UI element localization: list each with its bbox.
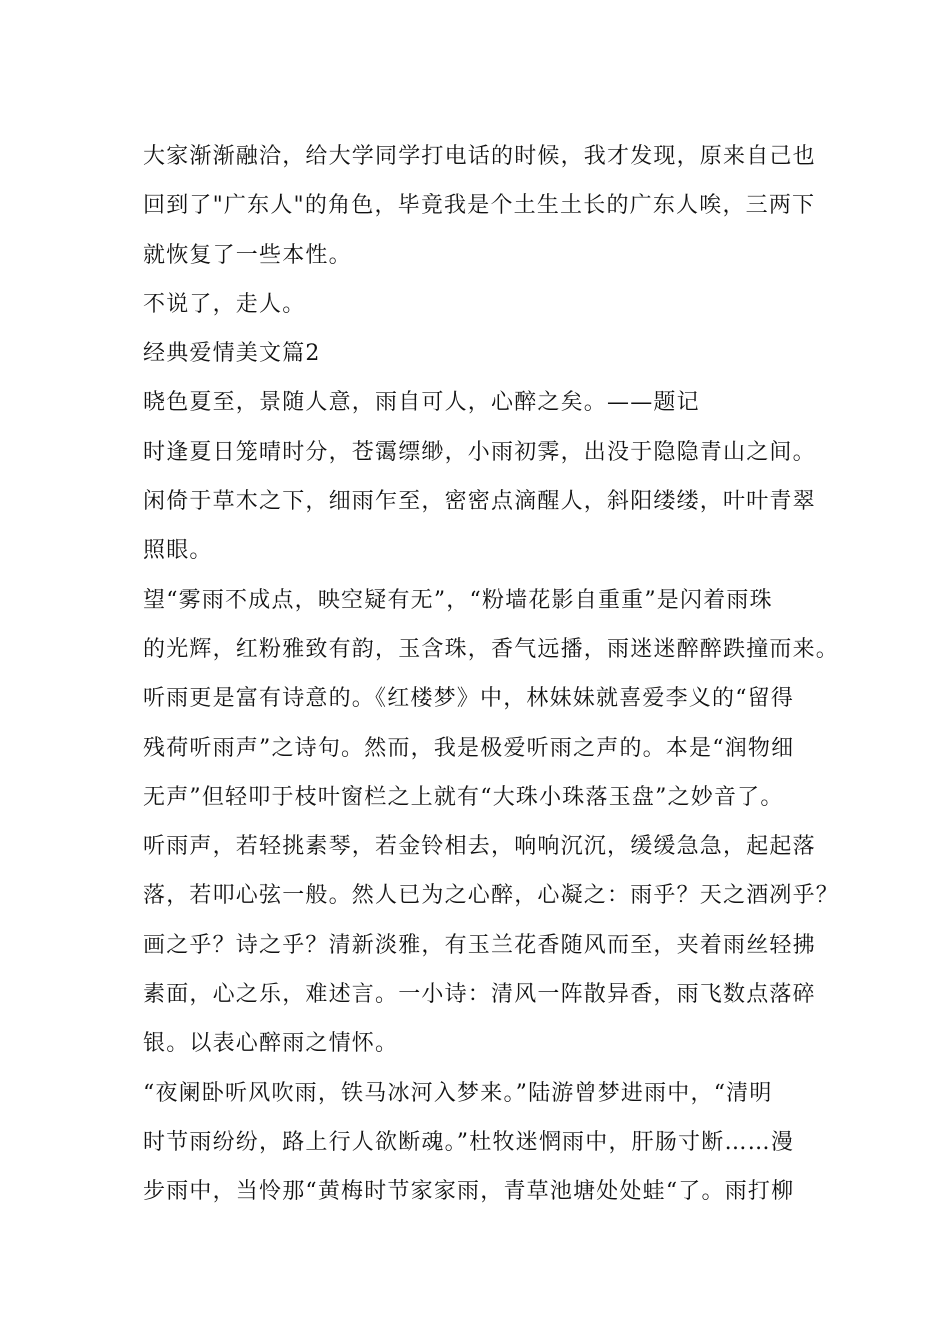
- text-line: 听雨更是富有诗意的。《红楼梦》中，林妹妹就喜爱李义的“留得: [143, 686, 795, 712]
- text-line: 残荷听雨声”之诗句。然而，我是极爱听雨之声的。本是“润物细: [143, 735, 795, 761]
- text-line: 时节雨纷纷，路上行人欲断魂。”杜牧迷惘雨中，肝肠寸断……漫: [143, 1129, 795, 1155]
- text-line: 无声”但轻叩于枝叶窗栏之上就有“大珠小珠落玉盘”之妙音了。: [143, 784, 784, 810]
- text-line: 画之乎？诗之乎？清新淡雅，有玉兰花香随风而至，夹着雨丝轻拂: [143, 932, 816, 958]
- text-line: 听雨声，若轻挑素琴，若金铃相去，响响沉沉，缓缓急急，起起落: [143, 834, 816, 860]
- text-line: 大家渐渐融洽，给大学同学打电话的时候，我才发现，原来自己也: [143, 144, 816, 169]
- text-line: 的光辉，红粉雅致有韵，玉含珠，香气远播，雨迷迷醉醉跌撞而来。: [143, 636, 840, 662]
- text-line: 时逢夏日笼晴时分，苍霭缥缈，小雨初霁，出没于隐隐青山之间。: [143, 439, 816, 465]
- document-body: [143, 132, 843, 1217]
- text-line: 闲倚于草木之下，细雨乍至，密密点滴醒人，斜阳缕缕，叶叶青翠: [143, 489, 816, 515]
- text-line: 不说了，走人。: [143, 291, 306, 317]
- text-line: 步雨中，当怜那“黄梅时节家家雨，青草池塘处处蛙“了。雨打柳: [143, 1179, 795, 1205]
- text-line: 就恢复了一些本性。: [143, 242, 352, 268]
- text-line: 落，若叩心弦一般。然人已为之心醉，心凝之：雨乎？天之酒冽乎？: [143, 883, 840, 909]
- text-line: 望“雾雨不成点，映空疑有无”，“粉墙花影自重重”是闪着雨珠: [143, 587, 773, 613]
- text-line: 回到了"广东人"的角色，毕竟我是个土生土长的广东人唉，三两下: [143, 193, 816, 219]
- text-line: 照眼。: [143, 538, 213, 564]
- text-line: 素面，心之乐，难述言。一小诗：清风一阵散异香，雨飞数点落碎: [143, 982, 816, 1008]
- text-line: 银。以表心醉雨之情怀。: [143, 1031, 399, 1057]
- section-heading: 经典爱情美文篇2: [143, 341, 321, 367]
- text-line: “夜阑卧听风吹雨，铁马冰河入梦来。”陆游曾梦进雨中，“清明: [143, 1080, 773, 1106]
- epigraph-line: 晓色夏至，景随人意，雨自可人，心醉之矣。——题记: [143, 390, 700, 416]
